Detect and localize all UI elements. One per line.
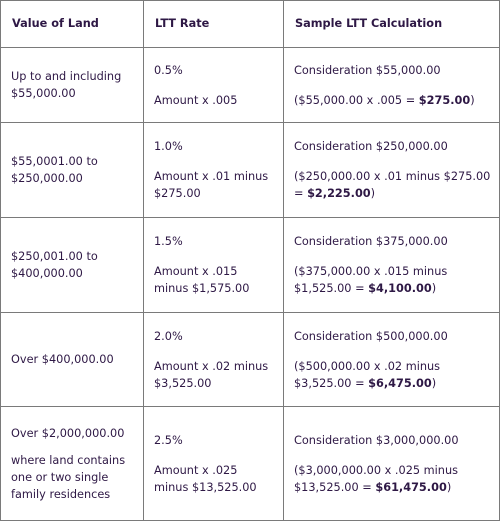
value-cell [1, 407, 144, 521]
consideration-text: Consideration $500,000.00 [294, 329, 448, 343]
calc-cell [284, 48, 500, 123]
value-line: $55,000.00 [11, 87, 76, 100]
rate-cell [144, 218, 284, 313]
rate-cell [144, 313, 284, 407]
calc-cell [284, 123, 500, 218]
value-line: Over $2,000,000.00 [11, 426, 125, 440]
consideration-text: Consideration $3,000,000.00 [294, 433, 459, 447]
rate-formula: Amount x .01 minus $275.00 [154, 170, 269, 200]
calc-prefix: ($250,000.00 x .01 minus $275.00 = [294, 170, 491, 200]
calc-suffix: ) [431, 282, 437, 295]
consideration-text: Consideration $55,000.00 [294, 63, 441, 77]
calc-cell [284, 218, 500, 313]
table-row [1, 218, 500, 313]
header-ltt-rate: LTT Rate [144, 1, 284, 48]
rate-value: 1.5% [154, 235, 183, 248]
value-line: $55,0001.00 to [11, 155, 98, 168]
header-sample-calculation: Sample LTT Calculation [284, 1, 500, 48]
rate-cell [144, 48, 284, 123]
rate-formula: Amount x .02 minus $3,525.00 [154, 359, 269, 390]
calc-text [294, 92, 491, 109]
value-line: $250,001.00 to [11, 250, 98, 263]
rate-cell [144, 123, 284, 218]
rate-formula: Amount x .025 minus $13,525.00 [154, 463, 257, 494]
rate-formula: Amount x .015 minus $1,575.00 [154, 265, 250, 295]
value-line: Over $400,000.00 [11, 353, 114, 366]
header-row [1, 1, 500, 48]
header-value-of-land: Value of Land [1, 1, 144, 48]
calc-text [294, 263, 491, 297]
calc-suffix: ) [370, 187, 376, 200]
value-cell [1, 48, 144, 123]
rate-formula: Amount x .005 [154, 93, 238, 107]
calc-result: $2,225.00 [307, 187, 371, 200]
rate-cell [144, 407, 284, 521]
value-cell [1, 313, 144, 407]
rate-value: 2.0% [154, 329, 183, 343]
calc-prefix: ($3,000,000.00 x .025 minus $13,525.00 = [294, 463, 459, 494]
rate-value: 2.5% [154, 433, 183, 447]
value-line: $400,000.00 [11, 267, 83, 280]
calc-result: $275.00 [418, 93, 471, 107]
calc-prefix: ($55,000.00 x .005 = [294, 93, 419, 107]
calc-text [294, 168, 491, 202]
calc-suffix: ) [431, 376, 437, 390]
consideration-text: Consideration $375,000.00 [294, 235, 448, 248]
calc-text [294, 358, 491, 392]
table-row [1, 313, 500, 407]
calc-result: $6,475.00 [368, 376, 432, 390]
calc-cell [284, 407, 500, 521]
table-row [1, 48, 500, 123]
calc-text [294, 462, 491, 496]
calc-suffix: ) [446, 480, 452, 494]
calc-result: $4,100.00 [368, 282, 432, 295]
value-cell [1, 123, 144, 218]
rate-value: 1.0% [154, 140, 183, 153]
calc-result: $61,475.00 [375, 480, 447, 494]
value-cell [1, 218, 144, 313]
rate-value: 0.5% [154, 63, 183, 77]
value-line: $250,000.00 [11, 172, 83, 185]
calc-suffix: ) [470, 93, 475, 107]
value-note: where land contains one or two single family residences [11, 453, 126, 501]
table-row [1, 123, 500, 218]
table-row [1, 407, 500, 521]
calc-prefix: ($375,000.00 x .015 minus $1,525.00 = [294, 265, 448, 295]
calc-prefix: ($500,000.00 x .02 minus $3,525.00 = [294, 359, 441, 390]
calc-cell [284, 313, 500, 407]
value-line: Up to and including [11, 70, 122, 83]
consideration-text: Consideration $250,000.00 [294, 140, 448, 153]
